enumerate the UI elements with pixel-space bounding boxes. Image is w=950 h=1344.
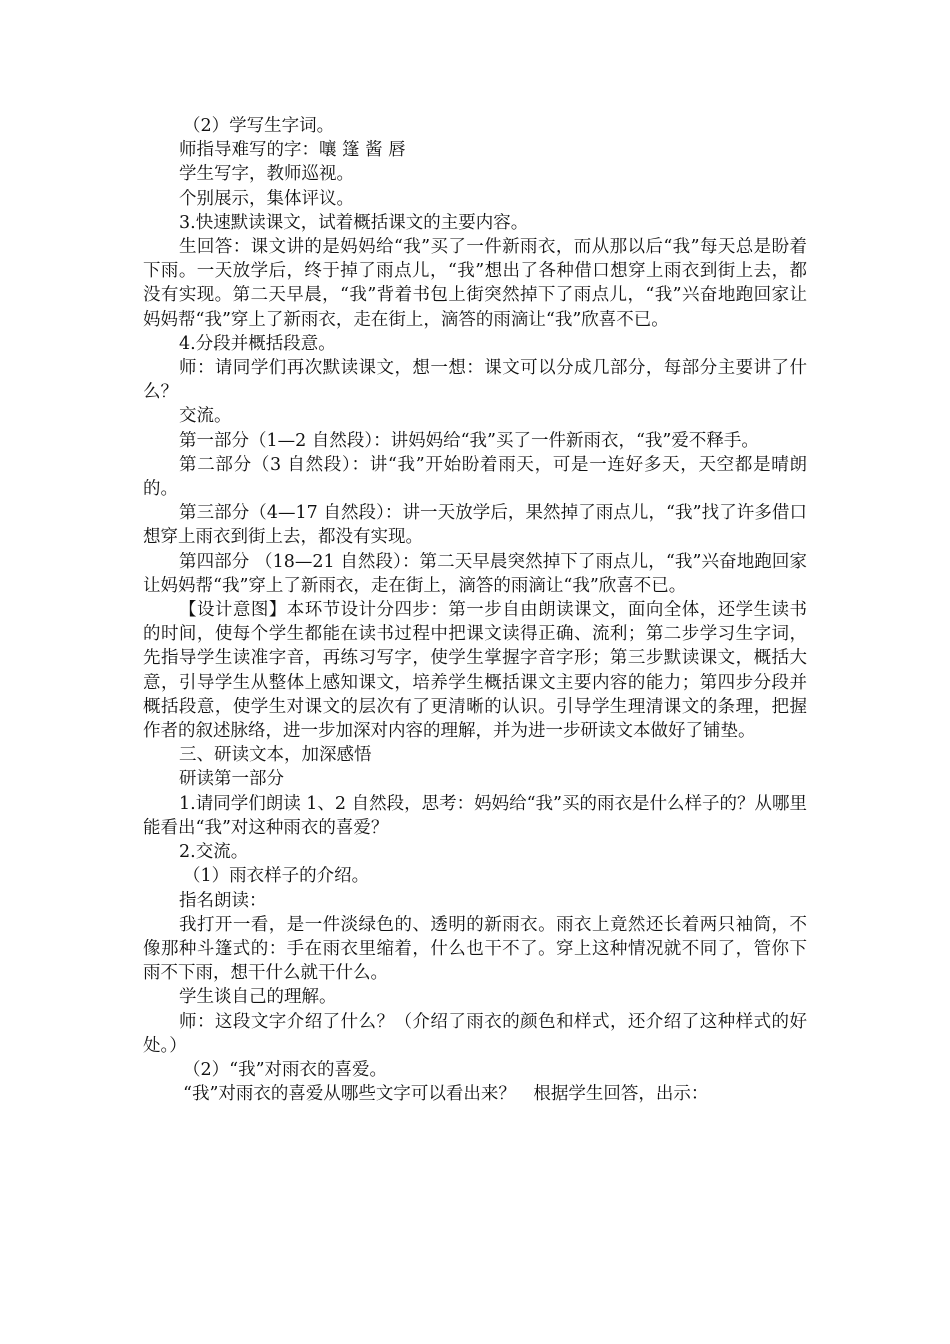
paragraph: 第四部分 （18—21 自然段）：第二天早晨突然掉下了雨点儿，“我”兴奋地跑回家让妈妈帮“我”穿上了新雨衣，走在街上，滴答的雨滴让“我”欣喜不已。 <box>143 551 807 596</box>
paragraph: 第一部分（1—2 自然段）：讲妈妈给“我”买了一件新雨衣，“我”爱不释手。 <box>179 430 759 451</box>
paragraph: 交流。 <box>179 406 232 427</box>
paragraph: 第二部分（3 自然段）：讲“我”开始盼着雨天，可是一连好多天，天空都是晴朗的。 <box>143 454 807 500</box>
paragraph: （1）雨衣样子的介绍。 <box>183 866 370 887</box>
paragraph: 学生谈自己的理解。 <box>179 987 337 1008</box>
paragraph: 2.交流。 <box>179 842 249 863</box>
paragraph: 4.分段并概括段意。 <box>179 333 336 354</box>
paragraph: 指名朗读： <box>179 890 267 911</box>
paragraph: （2）“我”对雨衣的喜爱。 <box>183 1059 388 1080</box>
paragraph: 个别展示，集体评议。 <box>179 188 354 209</box>
paragraph: 第三部分（4—17 自然段）：讲一天放学后，果然掉了雨点儿，“我”找了许多借口想穿上雨衣到街上去，都没有实现。 <box>143 503 807 548</box>
quoted-passage: 我打开一看，是一件淡绿色的、透明的新雨衣。雨衣上竟然还长着两只袖筒，不像那种斗篷式的：手在雨衣里缩着，什么也干不了。穿上这种情况就不同了，管你下雨不下雨，想干什么就干什么。 <box>143 914 807 984</box>
paragraph: 师：这段文字介绍了什么？（介绍了雨衣的颜色和样式，还介绍了这种样式的好处。） <box>143 1011 807 1056</box>
paragraph: 师指导难写的字：嚷 篷 酱 唇 <box>179 140 406 161</box>
paragraph: 学生写字，教师巡视。 <box>179 164 354 185</box>
paragraph: 3.快速默读课文，试着概括课文的主要内容。 <box>179 212 529 233</box>
paragraph: （2）学写生字词。 <box>183 116 335 136</box>
paragraph: 1.请同学们朗读 1、2 自然段，思考：妈妈给“我”买的雨衣是什么样子的？从哪里能看出“我”对这种雨衣的喜爱？ <box>143 793 807 838</box>
section-heading: 三、研读文本，加深感悟 <box>179 745 372 766</box>
paragraph: 【设计意图】本环节设计分四步：第一步自由朗读课文，面向全体，还学生读书的时间，使每个学生都能在读书过程中把课文读得正确、流利；第二步学习生字词，先指导学生读准字音，再练习写字，使学生掌握字音字形；第三步默读课文，概括大意，引导学生从整体上感知课文，培养学生概括课文主要内容的能力；第四步分段并概括段意，使学生对课文的层次有了更清晰的认识。引导学生理清课文的条理，把握作者的叙述脉络，进一步加深对内容的理解，并为进一步研读文本做好了铺垫。 <box>143 600 807 742</box>
paragraph: 生回答：课文讲的是妈妈给“我”买了一件新雨衣，而从那以后“我”每天总是盼着下雨。一天放学后，终于掉了雨点儿，“我”想出了各种借口想穿上雨衣到街上去，都没有实现。第二天早晨，“我”背着书包上街突然掉下了雨点儿，“我”兴奋地跑回家让妈妈帮“我”穿上了新雨衣，走在街上，滴答的雨滴让“我”欣喜不已。 <box>143 237 807 330</box>
paragraph: “我”对雨衣的喜爱从哪些文字可以看出来？ 根据学生回答，出示： <box>183 1084 709 1105</box>
paragraph: 师：请同学们再次默读课文，想一想：课文可以分成几部分，每部分主要讲了什么？ <box>143 358 807 403</box>
document-body <box>143 114 807 1106</box>
subsection-heading: 研读第一部分 <box>179 769 284 790</box>
